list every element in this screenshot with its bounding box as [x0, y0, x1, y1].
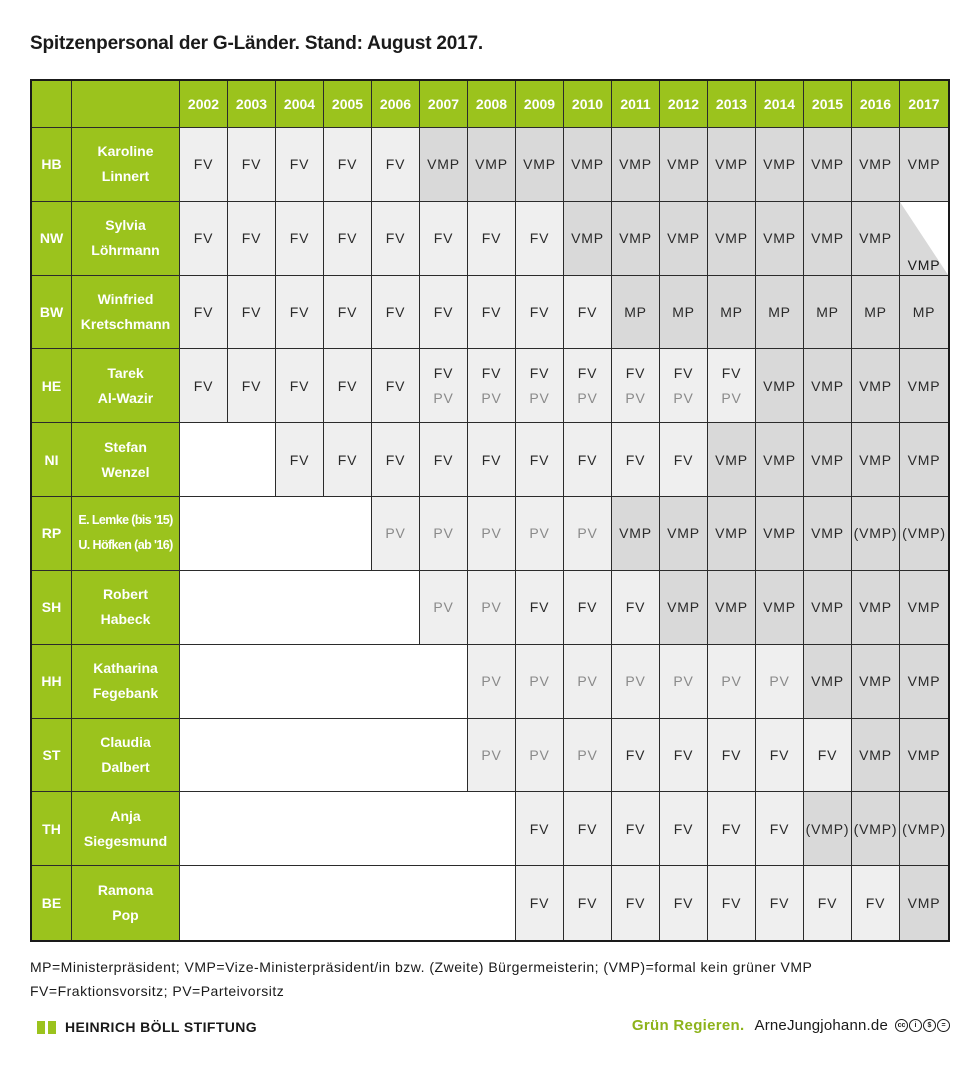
role-value: PV [481, 389, 502, 406]
role-cell: FV [228, 349, 276, 423]
role-cell: FV [228, 276, 276, 350]
role-value: FV [577, 364, 598, 381]
role-cell: (VMP) [852, 792, 900, 866]
role-cell: MP [804, 276, 852, 350]
cc-icon: cc [895, 1019, 908, 1032]
person-name [72, 202, 180, 276]
role-cell: FV [708, 866, 756, 940]
role-cell: PV [468, 719, 516, 793]
year-header: 2010 [564, 81, 612, 128]
legend-line-1: MP=Ministerpräsident; VMP=Vize-Ministerpräsident/in bzw. (Zweite) Bürgermeisterin; (VMP)=formal kein grüner VMP [30, 959, 813, 975]
person-name-line: Tarek [107, 364, 144, 381]
role-cell: FV [612, 866, 660, 940]
role-cell: FV [420, 423, 468, 497]
role-cell: VMP [852, 128, 900, 202]
role-cell [564, 349, 612, 423]
role-cell: PV [612, 645, 660, 719]
role-cell: VMP [852, 719, 900, 793]
role-cell [612, 349, 660, 423]
role-cell: FV [180, 128, 228, 202]
role-cell: VMP [516, 128, 564, 202]
role-value: FV [625, 364, 646, 381]
role-cell: PV [516, 645, 564, 719]
role-cell: FV [660, 719, 708, 793]
role-cell: VMP [756, 497, 804, 571]
person-name [72, 349, 180, 423]
year-header: 2009 [516, 81, 564, 128]
role-value: PV [625, 389, 646, 406]
state-code: ST [32, 719, 72, 793]
role-cell: VMP [564, 202, 612, 276]
person-name-line: Anja [110, 807, 141, 824]
role-cell: FV [852, 866, 900, 940]
role-cell: VMP [852, 423, 900, 497]
logo-square-icon [37, 1021, 45, 1034]
person-name-line: Al-Wazir [97, 389, 154, 406]
person-name-line: Ramona [97, 882, 154, 899]
role-cell: PV [708, 645, 756, 719]
year-header: 2017 [900, 81, 948, 128]
role-value: FV [529, 364, 550, 381]
role-cell: PV [564, 497, 612, 571]
role-cell: FV [180, 276, 228, 350]
empty-span-cell [180, 866, 516, 940]
role-cell [900, 202, 948, 276]
role-value: PV [529, 389, 550, 406]
role-cell: FV [564, 866, 612, 940]
role-cell: VMP [804, 202, 852, 276]
header-corner-cell [32, 81, 72, 128]
role-value: FV [673, 364, 694, 381]
role-value: FV [433, 364, 454, 381]
role-cell: VMP [900, 423, 948, 497]
role-cell: FV [276, 349, 324, 423]
role-cell: FV [324, 202, 372, 276]
role-cell: VMP [804, 349, 852, 423]
person-name-line: E. Lemke (bis '15) [78, 513, 173, 528]
person-name-line: Stefan [104, 438, 147, 455]
person-name [72, 571, 180, 645]
person-name-line: Dalbert [101, 758, 150, 775]
role-cell: FV [516, 792, 564, 866]
role-cell: FV [228, 202, 276, 276]
role-cell: MP [708, 276, 756, 350]
role-cell: FV [756, 866, 804, 940]
role-cell: VMP [756, 571, 804, 645]
role-cell: FV [372, 202, 420, 276]
state-code: HH [32, 645, 72, 719]
role-value: VMP [907, 256, 941, 273]
person-name [72, 497, 180, 571]
person-name-line: Kretschmann [80, 316, 171, 333]
role-cell: VMP [708, 571, 756, 645]
role-cell: FV [324, 128, 372, 202]
person-name-line: Karoline [97, 143, 154, 160]
role-cell: (VMP) [900, 792, 948, 866]
role-cell: FV [180, 349, 228, 423]
role-cell: MP [756, 276, 804, 350]
role-cell: FV [756, 792, 804, 866]
role-cell: FV [660, 866, 708, 940]
person-name-line: Wenzel [101, 463, 150, 480]
role-cell: PV [660, 645, 708, 719]
role-cell: FV [612, 719, 660, 793]
role-cell: PV [468, 571, 516, 645]
header-name-cell [72, 81, 180, 128]
role-cell: FV [516, 866, 564, 940]
logo-square-icon [48, 1021, 56, 1034]
role-cell: PV [372, 497, 420, 571]
person-name-line: Linnert [101, 168, 150, 185]
role-cell: FV [804, 866, 852, 940]
state-code: HE [32, 349, 72, 423]
year-header: 2016 [852, 81, 900, 128]
person-name [72, 423, 180, 497]
role-cell: PV [516, 497, 564, 571]
person-name-line: Robert [102, 586, 149, 603]
tagline: Grün Regieren. [631, 1017, 745, 1034]
nd-icon: = [937, 1019, 950, 1032]
role-cell [468, 349, 516, 423]
role-value: FV [721, 364, 742, 381]
role-cell: FV [660, 792, 708, 866]
by-icon: i [909, 1019, 922, 1032]
role-cell: FV [276, 423, 324, 497]
year-header: 2012 [660, 81, 708, 128]
year-header: 2015 [804, 81, 852, 128]
role-cell: VMP [756, 128, 804, 202]
person-name-line: Habeck [100, 611, 151, 628]
role-cell: VMP [708, 202, 756, 276]
person-name-line: Siegesmund [83, 832, 168, 849]
state-code: RP [32, 497, 72, 571]
personnel-table [30, 79, 950, 942]
empty-span-cell [180, 497, 372, 571]
year-header: 2004 [276, 81, 324, 128]
role-cell: VMP [756, 202, 804, 276]
role-cell: FV [516, 202, 564, 276]
role-cell: FV [468, 423, 516, 497]
foundation-name: HEINRICH BÖLL STIFTUNG [65, 1019, 258, 1035]
person-name-line: Pop [112, 907, 139, 924]
role-cell: VMP [852, 571, 900, 645]
role-cell: VMP [660, 497, 708, 571]
role-cell: MP [612, 276, 660, 350]
role-cell: VMP [852, 202, 900, 276]
role-cell: FV [756, 719, 804, 793]
empty-span-cell [180, 719, 468, 793]
role-cell: VMP [852, 645, 900, 719]
year-header: 2007 [420, 81, 468, 128]
role-cell: FV [324, 423, 372, 497]
person-name [72, 792, 180, 866]
role-cell: VMP [804, 497, 852, 571]
year-header: 2006 [372, 81, 420, 128]
person-name [72, 719, 180, 793]
year-header: 2011 [612, 81, 660, 128]
role-cell [708, 349, 756, 423]
person-name-line: Löhrmann [91, 242, 160, 259]
role-cell: VMP [612, 202, 660, 276]
role-cell [660, 349, 708, 423]
role-cell: FV [324, 349, 372, 423]
role-cell: FV [276, 128, 324, 202]
role-cell: FV [804, 719, 852, 793]
role-cell: FV [660, 423, 708, 497]
role-cell: VMP [756, 423, 804, 497]
role-cell: PV [420, 497, 468, 571]
year-header: 2005 [324, 81, 372, 128]
person-name-line: Claudia [100, 733, 151, 750]
role-cell [420, 349, 468, 423]
role-cell: FV [564, 423, 612, 497]
nc-icon: $ [923, 1019, 936, 1032]
role-cell: PV [420, 571, 468, 645]
role-cell: PV [564, 719, 612, 793]
role-cell: MP [852, 276, 900, 350]
empty-span-cell [180, 645, 468, 719]
empty-span-cell [180, 571, 420, 645]
role-cell: MP [660, 276, 708, 350]
state-code: NW [32, 202, 72, 276]
role-cell: VMP [660, 571, 708, 645]
role-cell: FV [564, 792, 612, 866]
creative-commons-icons [894, 1019, 950, 1032]
empty-span-cell [180, 423, 276, 497]
role-cell: (VMP) [804, 792, 852, 866]
role-cell: FV [516, 423, 564, 497]
legend [30, 955, 812, 1003]
person-name-line: Fegebank [92, 685, 159, 702]
person-name-line: Katharina [93, 660, 158, 677]
role-cell: VMP [756, 349, 804, 423]
person-name [72, 866, 180, 940]
role-cell: VMP [900, 719, 948, 793]
role-cell: FV [420, 276, 468, 350]
role-cell: PV [516, 719, 564, 793]
year-header: 2003 [228, 81, 276, 128]
role-cell: VMP [660, 202, 708, 276]
role-cell: FV [372, 276, 420, 350]
role-cell: (VMP) [852, 497, 900, 571]
person-name-line: Winfried [97, 291, 154, 308]
role-value: PV [673, 389, 694, 406]
person-name [72, 645, 180, 719]
role-cell: VMP [420, 128, 468, 202]
role-cell: VMP [468, 128, 516, 202]
role-cell: PV [468, 497, 516, 571]
empty-span-cell [180, 792, 516, 866]
role-cell: FV [276, 202, 324, 276]
person-name-line: Sylvia [105, 217, 146, 234]
role-cell: FV [276, 276, 324, 350]
role-cell: MP [900, 276, 948, 350]
role-cell: VMP [804, 571, 852, 645]
role-cell: FV [468, 276, 516, 350]
state-code: SH [32, 571, 72, 645]
role-cell: VMP [804, 423, 852, 497]
role-cell: VMP [708, 423, 756, 497]
state-code: BW [32, 276, 72, 350]
role-cell: VMP [900, 128, 948, 202]
role-cell: VMP [564, 128, 612, 202]
role-cell: PV [756, 645, 804, 719]
year-header: 2013 [708, 81, 756, 128]
person-name [72, 128, 180, 202]
role-cell: FV [612, 423, 660, 497]
role-cell: VMP [804, 128, 852, 202]
role-cell [516, 349, 564, 423]
role-cell: FV [516, 276, 564, 350]
foundation-logo [37, 1019, 257, 1035]
year-header: 2002 [180, 81, 228, 128]
role-value: PV [721, 389, 742, 406]
role-cell: FV [372, 349, 420, 423]
role-cell: FV [180, 202, 228, 276]
year-header: 2014 [756, 81, 804, 128]
role-cell: FV [420, 202, 468, 276]
page-title: Spitzenpersonal der G-Länder. Stand: August 2017. [30, 33, 483, 54]
role-cell: FV [708, 792, 756, 866]
role-cell: VMP [708, 128, 756, 202]
role-cell: VMP [612, 128, 660, 202]
role-cell: VMP [900, 349, 948, 423]
role-cell: VMP [708, 497, 756, 571]
role-cell: FV [516, 571, 564, 645]
year-header: 2008 [468, 81, 516, 128]
state-code: HB [32, 128, 72, 202]
role-cell: FV [564, 276, 612, 350]
role-cell: FV [612, 571, 660, 645]
role-cell: VMP [612, 497, 660, 571]
role-cell: FV [564, 571, 612, 645]
role-cell: PV [468, 645, 516, 719]
role-cell: FV [372, 423, 420, 497]
state-code: NI [32, 423, 72, 497]
role-cell: VMP [852, 349, 900, 423]
footer-credit [632, 1017, 950, 1034]
legend-line-2: FV=Fraktionsvorsitz; PV=Parteivorsitz [30, 983, 285, 999]
role-cell: VMP [804, 645, 852, 719]
role-value: FV [481, 364, 502, 381]
role-cell: VMP [900, 866, 948, 940]
role-cell: FV [708, 719, 756, 793]
role-cell: PV [564, 645, 612, 719]
role-cell: FV [228, 128, 276, 202]
role-cell: FV [612, 792, 660, 866]
role-cell: VMP [660, 128, 708, 202]
role-cell: FV [372, 128, 420, 202]
role-cell: VMP [900, 571, 948, 645]
person-name [72, 276, 180, 350]
role-cell: (VMP) [900, 497, 948, 571]
state-code: TH [32, 792, 72, 866]
state-code: BE [32, 866, 72, 940]
role-value: PV [433, 389, 454, 406]
person-name-line: U. Höfken (ab '16) [78, 538, 173, 553]
role-value: PV [577, 389, 598, 406]
role-cell: VMP [900, 645, 948, 719]
site-link[interactable]: ArneJungjohann.de [754, 1017, 888, 1034]
role-cell: FV [324, 276, 372, 350]
role-cell: FV [468, 202, 516, 276]
